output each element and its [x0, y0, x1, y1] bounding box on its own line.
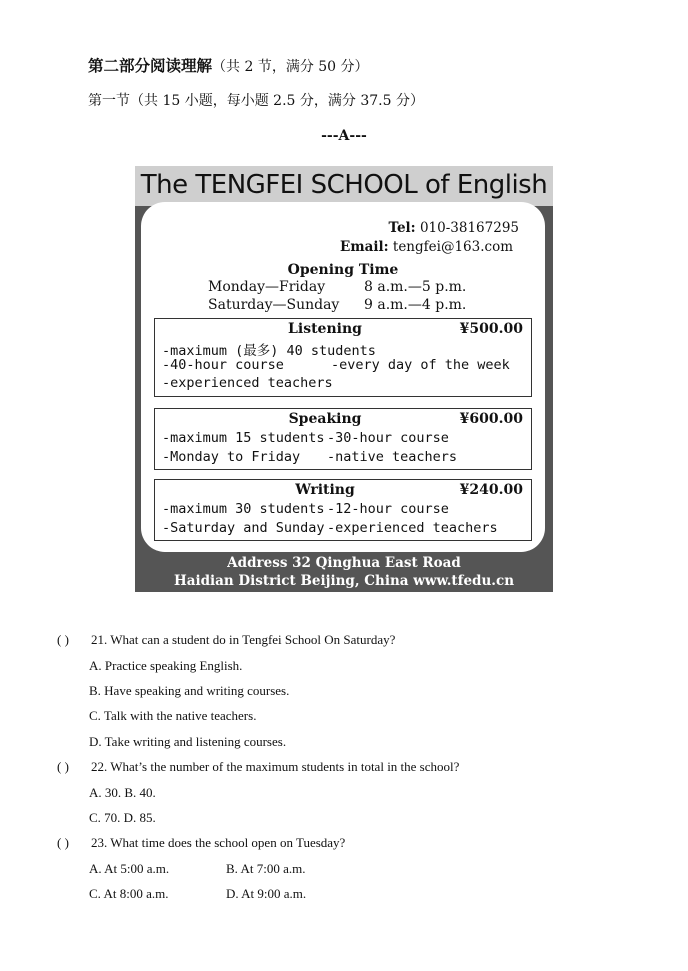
- course-price: ¥600.00: [459, 411, 523, 427]
- option: A. Practice speaking English.: [89, 658, 243, 673]
- option: D. Take writing and listening courses.: [89, 734, 287, 749]
- course-name: Listening: [288, 321, 362, 337]
- part-score: （共 2 节，满分 50 分）: [212, 59, 369, 75]
- ad-address-line1: Address 32 Qinghua East Road: [227, 555, 461, 571]
- course-detail: -experienced teachers: [327, 520, 498, 536]
- question-text: 22. What’s the number of the maximum students in total in the school?: [91, 759, 460, 774]
- ad-panel: [141, 202, 545, 552]
- course-speaking: [154, 408, 532, 470]
- course-detail: -every day of the week: [331, 357, 510, 373]
- hours-time-2: 9 a.m.—4 p.m.: [364, 297, 467, 313]
- question-23: [57, 835, 345, 851]
- email-value: tengfei@163.com: [392, 239, 513, 255]
- answer-blank[interactable]: ( ): [57, 632, 69, 647]
- option: B. Have speaking and writing courses.: [89, 683, 290, 698]
- passage-label: ---A---: [321, 128, 367, 144]
- ad-email: [340, 239, 513, 255]
- ad-address-line2: Haidian District Beijing, China www.tfedu.cn: [173, 573, 515, 589]
- answer-blank[interactable]: ( ): [57, 835, 69, 850]
- course-price: ¥240.00: [459, 482, 523, 498]
- option: B. At 7:00 a.m.: [226, 861, 306, 876]
- tel-label: Tel:: [388, 220, 416, 236]
- question-21: [57, 632, 395, 648]
- course-writing: [154, 479, 532, 541]
- course-detail: -40-hour course: [162, 357, 284, 373]
- course-detail: -experienced teachers: [162, 375, 333, 391]
- ad-title: The TENGFEI SCHOOL of English: [140, 170, 548, 200]
- hours-time-1: 8 a.m.—5 p.m.: [364, 279, 467, 295]
- email-label: Email:: [340, 239, 389, 255]
- course-detail: -12-hour course: [327, 501, 449, 517]
- course-listening: [154, 318, 532, 397]
- answer-blank[interactable]: ( ): [57, 759, 69, 774]
- school-advertisement: [135, 166, 553, 592]
- course-name: Speaking: [288, 411, 362, 427]
- option: C. 70. D. 85.: [89, 810, 156, 825]
- course-detail: -native teachers: [327, 449, 458, 465]
- opening-time-title: Opening Time: [287, 262, 399, 278]
- option: A. At 5:00 a.m.: [89, 861, 170, 876]
- tel-value: 010-38167295: [419, 220, 519, 236]
- course-detail: -Saturday and Sunday: [162, 520, 325, 536]
- question-text: 21. What can a student do in Tengfei School On Saturday?: [91, 632, 396, 647]
- question-22: [57, 759, 459, 775]
- course-name: Writing: [295, 482, 355, 498]
- course-detail: -Monday to Friday: [162, 449, 301, 465]
- section-title: 第一节（共 15 小题，每小题 2.5 分，满分 37.5 分）: [88, 93, 424, 109]
- course-detail: -maximum (最多) 40 students: [162, 343, 376, 359]
- course-detail: -30-hour course: [327, 430, 449, 446]
- course-price: ¥500.00: [459, 321, 523, 337]
- option: A. 30. B. 40.: [89, 785, 156, 800]
- option: D. At 9:00 a.m.: [226, 886, 307, 901]
- ad-tel: [388, 220, 519, 236]
- option: C. At 8:00 a.m.: [89, 886, 169, 901]
- hours-days-2: Saturday—Sunday: [208, 297, 340, 313]
- part-title: [88, 54, 369, 76]
- hours-days-1: Monday—Friday: [208, 279, 326, 295]
- option: C. Talk with the native teachers.: [89, 708, 257, 723]
- course-detail: -maximum 30 students: [162, 501, 325, 517]
- question-text: 23. What time does the school open on Tuesday?: [91, 835, 346, 850]
- course-detail: -maximum 15 students: [162, 430, 325, 446]
- part-title-text: 第二部分阅读理解: [88, 56, 213, 75]
